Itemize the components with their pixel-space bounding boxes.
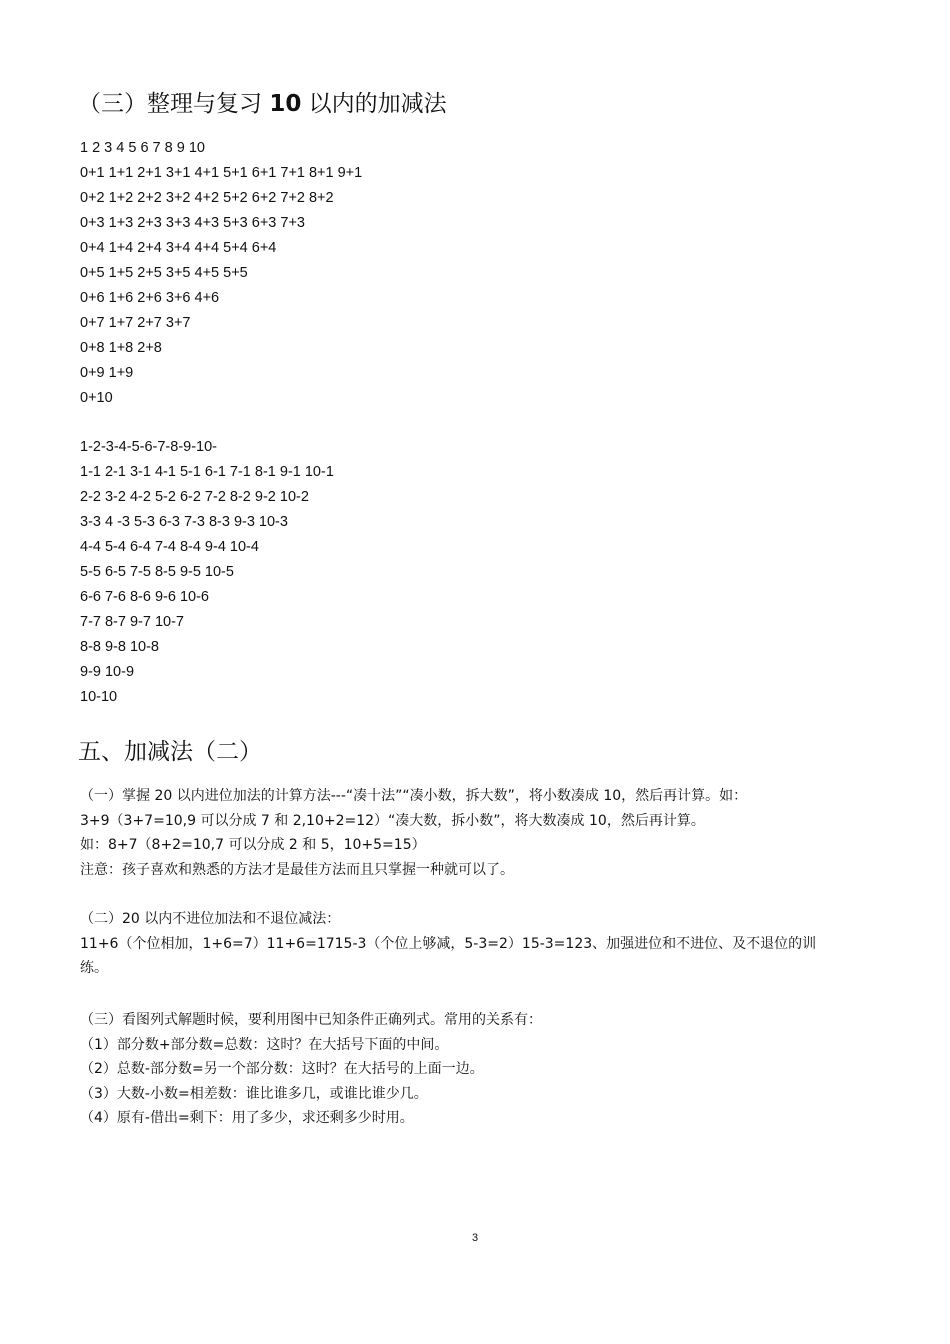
section-3-title-prefix: （三）整理与复习 bbox=[78, 91, 270, 117]
addition-row: 0+7 1+7 2+7 3+7 bbox=[80, 315, 191, 331]
addition-row: 0+4 1+4 2+4 3+4 4+4 5+4 6+4 bbox=[80, 240, 277, 256]
subtraction-row: 7-7 8-7 9-7 10-7 bbox=[80, 614, 184, 630]
subtraction-row: 5-5 6-5 7-5 8-5 9-5 10-5 bbox=[80, 564, 234, 580]
paragraph-line: （4）原有-借出=剩下：用了多少，求还剩多少时用。 bbox=[80, 1110, 414, 1126]
subtraction-table bbox=[80, 435, 880, 710]
paragraph-line: 3+9（3+7=10,9 可以分成 7 和 2,10+2=12）“凑大数，拆小数”，将大数凑成 10，然后再计算。 bbox=[80, 812, 705, 829]
addition-row: 0+9 1+9 bbox=[80, 365, 134, 381]
paragraph-line: （1）部分数+部分数=总数：这时？在大括号下面的中间。 bbox=[80, 1036, 449, 1053]
addition-row: 0+3 1+3 2+3 3+3 4+3 5+3 6+3 7+3 bbox=[80, 215, 305, 231]
subtraction-row: 1-1 2-1 3-1 4-1 5-1 6-1 7-1 8-1 9-1 10-1 bbox=[80, 464, 334, 480]
paragraph-line: （2）总数-部分数=另一个部分数：这时？在大括号的上面一边。 bbox=[80, 1061, 484, 1077]
addition-row: 0+10 bbox=[80, 390, 113, 406]
section-3-title-number: 10 bbox=[269, 91, 302, 117]
subtraction-row: 2-2 3-2 4-2 5-2 6-2 7-2 8-2 9-2 10-2 bbox=[80, 489, 309, 505]
section-3-title bbox=[78, 86, 447, 122]
part-2-no-carry bbox=[80, 907, 880, 981]
paragraph-line: （三）看图列式解题时候，要利用图中已知条件正确列式。常用的关系有： bbox=[80, 1012, 542, 1028]
subtraction-row: 8-8 9-8 10-8 bbox=[80, 639, 159, 655]
section-5-title: 五、加减法（二） bbox=[78, 739, 262, 765]
subtraction-row: 9-9 10-9 bbox=[80, 664, 135, 680]
page-number: 3 bbox=[471, 1232, 479, 1244]
addition-row: 0+6 1+6 2+6 3+6 4+6 bbox=[80, 290, 220, 306]
subtraction-row: 4-4 5-4 6-4 7-4 8-4 9-4 10-4 bbox=[80, 539, 259, 555]
part-3-picture-equations bbox=[80, 1008, 880, 1131]
section-3-title-suffix: 以内的加减法 bbox=[301, 91, 447, 117]
subtraction-row: 3-3 4 -3 5-3 6-3 7-3 8-3 9-3 10-3 bbox=[80, 514, 288, 530]
paragraph-line: 11+6（个位相加，1+6=7）11+6=1715-3（个位上够减，5-3=2）15-3=123、加强进位和不进位、及不退位的训 bbox=[80, 935, 817, 952]
addition-table bbox=[80, 136, 880, 411]
paragraph-line: （3）大数-小数=相差数：谁比谁多几，或谁比谁少几。 bbox=[80, 1085, 428, 1102]
paragraph-line: 练。 bbox=[80, 960, 108, 976]
subtraction-row: 1-2-3-4-5-6-7-8-9-10- bbox=[80, 439, 217, 455]
addition-row: 0+5 1+5 2+5 3+5 4+5 5+5 bbox=[80, 265, 248, 281]
addition-row: 0+8 1+8 2+8 bbox=[80, 340, 162, 356]
addition-row: 0+1 1+1 2+1 3+1 4+1 5+1 6+1 7+1 8+1 9+1 bbox=[80, 165, 363, 181]
addition-row: 1 2 3 4 5 6 7 8 9 10 bbox=[80, 140, 205, 156]
paragraph-line: 注意：孩子喜欢和熟悉的方法才是最佳方法而且只掌握一种就可以了。 bbox=[80, 861, 514, 878]
part-1-carry-addition bbox=[80, 784, 880, 882]
subtraction-row: 6-6 7-6 8-6 9-6 10-6 bbox=[80, 589, 209, 605]
paragraph-line: （二）20 以内不进位加法和不退位减法： bbox=[80, 911, 341, 927]
paragraph-line: 如：8+7（8+2=10,7 可以分成 2 和 5，10+5=15） bbox=[80, 837, 426, 853]
paragraph-line: （一）掌握 20 以内进位加法的计算方法---“凑十法”“凑小数，拆大数”，将小数凑成 10，然后再计算。如： bbox=[80, 788, 748, 804]
addition-row: 0+2 1+2 2+2 3+2 4+2 5+2 6+2 7+2 8+2 bbox=[80, 190, 334, 206]
subtraction-row: 10-10 bbox=[80, 689, 118, 705]
